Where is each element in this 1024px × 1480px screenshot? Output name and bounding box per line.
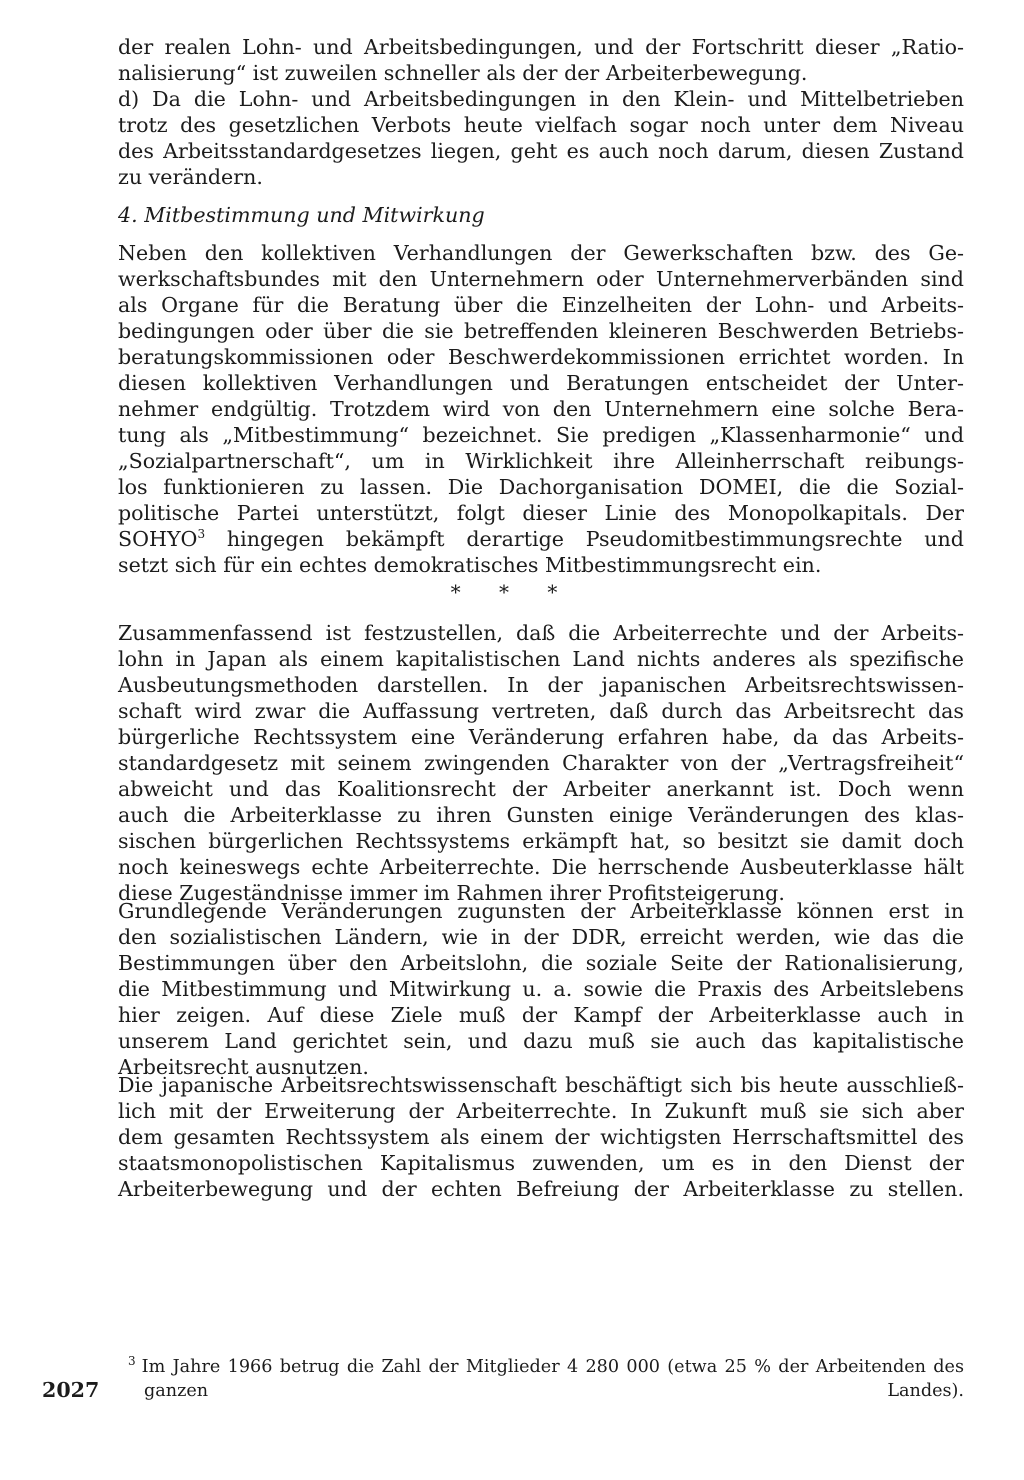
text-line: der realen Lohn- und Arbeitsbedingungen, und der Fortschritt dieser „Ratio- [118,35,964,59]
footnote-ref: 3 [197,527,206,542]
text-line: sischen bürgerlichen Rechtssystems erkämpft hat, so besitzt sie damit doch [118,829,964,853]
text-line: tung als „Mitbestimmung“ bezeichnet. Sie predigen „Klassenharmonie“ und [118,423,964,447]
text-line: hier zeigen. Auf diese Ziele muß der Kampf der Arbeiterklasse auch in [118,1003,964,1027]
text-line: los funktionieren zu lassen. Die Dachorganisation DOMEI, die die Sozial- [118,475,964,499]
text-line: die Mitbestimmung und Mitwirkung u. a. sowie die Praxis des Arbeitslebens [118,977,964,1001]
text-line: Zusammenfassend ist festzustellen, daß die Arbeiterrechte und der Arbeits- [118,621,964,645]
sohyo-rest: hingegen bekämpft derartige Pseudomitbestimmungsrechte und [205,527,964,551]
footnote-line [128,1355,964,1379]
text-line: bedingungen oder über die sie betreffenden kleineren Beschwerden Betriebs- [118,319,964,343]
text-line: d) Da die Lohn- und Arbeitsbedingungen in den Klein- und Mittelbetrieben [118,87,964,111]
footnote-text: Im Jahre 1966 betrug die Zahl der Mitglieder 4 280 000 (etwa 25 % der Arbeitenden des [141,1357,964,1377]
text-line: Arbeitsrecht ausnutzen. [118,1055,369,1079]
paragraph-summary [118,620,964,906]
text-line: staatsmonopolistischen Kapitalismus zuwenden, um es in den Dienst der [118,1151,964,1175]
footnote-number: 3 [128,1354,136,1369]
text-line: diesen kollektiven Verhandlungen und Beratungen entscheidet der Unter- [118,371,964,395]
text-line: nalisierung“ ist zuweilen schneller als der der Arbeiterbewegung. [118,61,808,85]
text-line: setzt sich für ein echtes demokratisches Mitbestimmungsrecht ein. [118,553,822,577]
text-line: diese Zugeständnisse immer im Rahmen ihrer Profitsteigerung. [118,881,785,905]
paragraph-final [118,1072,964,1202]
text-line: Grundlegende Veränderungen zugunsten der Arbeiterklasse können erst in [118,899,964,923]
text-line: Ausbeutungsmethoden darstellen. In der japanischen Arbeitsrechtswissen- [118,673,964,697]
text-line: auch die Arbeiterklasse zu ihren Gunsten einige Veränderungen des klas- [118,803,964,827]
paragraph-mitbestimmung [118,240,964,578]
paragraph-top [118,34,964,190]
text-line: Die japanische Arbeitsrechtswissenschaft beschäftigt sich bis heute ausschließ- [118,1073,964,1097]
sohyo-word: SOHYO [118,527,198,551]
paragraph-ddr [118,898,964,1080]
footnote-line: ganzen Landes). [144,1381,964,1401]
text-line: beratungskommissionen oder Beschwerdekommissionen errichtet worden. In [118,345,964,369]
text-line: zu verändern. [118,165,263,189]
text-line: Bestimmungen über den Arbeitslohn, die soziale Seite der Rationalisierung, [118,951,964,975]
text-line: dem gesamten Rechtssystem als einem der wichtigsten Herrschaftsmittel des [118,1125,964,1149]
text-line: lohn in Japan als einem kapitalistischen Land nichts anderes als spezifische [118,647,964,671]
text-line: als Organe für die Beratung über die Einzelheiten der Lohn- und Arbeits- [118,293,964,317]
text-line: werkschaftsbundes mit den Unternehmern oder Unternehmerverbänden sind [118,267,964,291]
text-line: abweicht und das Koalitionsrecht der Arbeiter anerkannt ist. Doch wenn [118,777,964,801]
text-line: bürgerliche Rechtssystem eine Veränderung erfahren habe, da das Arbeits- [118,725,964,749]
page-number: 2027 [42,1378,100,1402]
text-line: lich mit der Erweiterung der Arbeiterrechte. In Zukunft muß sie sich aber [118,1099,964,1123]
text-line: den sozialistischen Ländern, wie in der DDR, erreicht werden, wie das die [118,925,964,949]
text-line: nehmer endgültig. Trotzdem wird von den Unternehmern eine solche Bera- [118,397,964,421]
text-line: unserem Land gerichtet sein, und dazu muß sie auch das kapitalistische [118,1029,964,1053]
section-separator: * * * [450,580,574,604]
text-line: Neben den kollektiven Verhandlungen der Gewerkschaften bzw. des Ge- [118,241,964,265]
text-line: noch keineswegs echte Arbeiterrechte. Die herrschende Ausbeuterklasse hält [118,855,964,879]
text-line: standardgesetz mit seinem zwingenden Charakter von der „Vertragsfreiheit“ [118,751,964,775]
footnote [128,1355,964,1403]
text-line: trotz des gesetzlichen Verbots heute vielfach sogar noch unter dem Niveau [118,113,964,137]
text-line: Arbeiterbewegung und der echten Befreiung der Arbeiterklasse zu stellen. [118,1177,964,1201]
text-line: des Arbeitsstandardgesetzes liegen, geht es auch noch darum, diesen Zustand [118,139,964,163]
text-line: schaft wird zwar die Auffassung vertreten, daß durch das Arbeitsrecht das [118,699,964,723]
text-line: „Sozialpartnerschaft“, um in Wirklichkeit ihre Alleinherrschaft reibungs- [118,449,964,473]
text-line-sohyo [118,526,964,552]
text-line: politische Partei unterstützt, folgt dieser Linie des Monopolkapitals. Der [118,501,964,525]
section-heading: 4. Mitbestimmung und Mitwirkung [118,203,485,227]
